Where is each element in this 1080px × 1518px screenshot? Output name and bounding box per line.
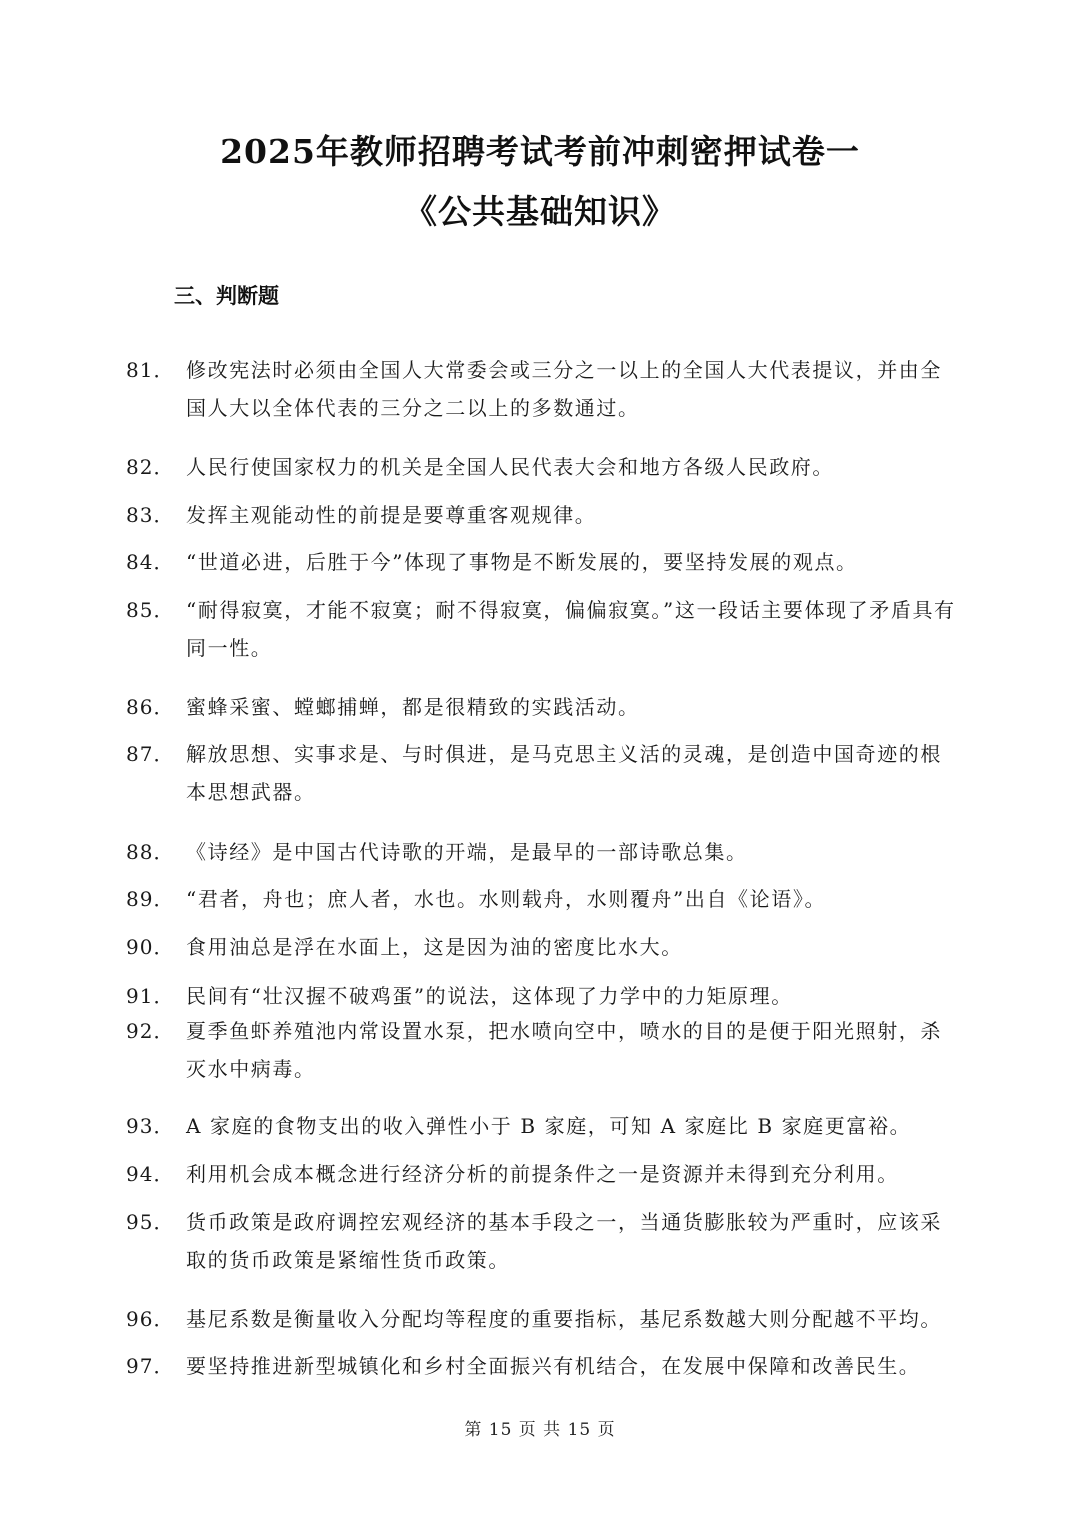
question-text: “世道必进，后胜于今”体现了事物是不断发展的，要坚持发展的观点。 — [186, 550, 858, 574]
question-number: 90． — [126, 935, 175, 959]
question-text: 夏季鱼虾养殖池内常设置水泵，把水喷向空中，喷水的目的是便于阳光照射，杀灭水中病毒。 — [186, 1019, 942, 1081]
question-number: 91． — [126, 984, 175, 1008]
question-text: A 家庭的食物支出的收入弹性小于 B 家庭，可知 A 家庭比 B 家庭更富裕。 — [186, 1114, 912, 1138]
question-number: 83． — [126, 503, 175, 527]
question-text: 《诗经》是中国古代诗歌的开端，是最早的一部诗歌总集。 — [186, 840, 748, 864]
page-title: 2025年教师招聘考试考前冲刺密押试卷一 — [220, 132, 860, 171]
question-number: 89． — [126, 887, 175, 911]
question-number: 87． — [126, 742, 175, 766]
page-number-footer: 第 15 页 共 15 页 — [464, 1420, 616, 1440]
question-text: 解放思想、实事求是、与时俱进，是马克思主义活的灵魂，是创造中国奇迹的根本思想武器。 — [186, 742, 942, 804]
page-subtitle: 《公共基础知识》 — [404, 192, 676, 231]
question-text: 食用油总是浮在水面上，这是因为油的密度比水大。 — [186, 935, 683, 959]
question-text: “君者，舟也；庶人者，水也。水则载舟，水则覆舟”出自《论语》。 — [186, 887, 827, 911]
section-heading: 三、判断题 — [174, 284, 279, 308]
question-number: 86． — [126, 695, 175, 719]
question-text: 蜜蜂采蜜、螳螂捕蝉，都是很精致的实践活动。 — [186, 695, 640, 719]
question-text: 民间有“壮汉握不破鸡蛋”的说法，这体现了力学中的力矩原理。 — [186, 984, 793, 1008]
question-text: 修改宪法时必须由全国人大常委会或三分之一以上的全国人大代表提议，并由全国人大以全体代表的三分之二以上的多数通过。 — [186, 358, 942, 420]
question-number: 82． — [126, 455, 175, 479]
question-number: 95． — [126, 1210, 175, 1234]
question-text: 人民行使国家权力的机关是全国人民代表大会和地方各级人民政府。 — [186, 455, 834, 479]
question-text: 发挥主观能动性的前提是要尊重客观规律。 — [186, 503, 597, 527]
question-text: 要坚持推进新型城镇化和乡村全面振兴有机结合，在发展中保障和改善民生。 — [186, 1354, 921, 1378]
question-number: 92． — [126, 1019, 175, 1043]
question-number: 84． — [126, 550, 175, 574]
question-number: 96． — [126, 1307, 175, 1331]
question-number: 97． — [126, 1354, 175, 1378]
question-number: 85． — [126, 598, 175, 622]
question-text: 利用机会成本概念进行经济分析的前提条件之一是资源并未得到充分利用。 — [186, 1162, 899, 1186]
question-text: 基尼系数是衡量收入分配均等程度的重要指标，基尼系数越大则分配越不平均。 — [186, 1307, 942, 1331]
question-number: 81． — [126, 358, 175, 382]
question-text: 货币政策是政府调控宏观经济的基本手段之一，当通货膨胀较为严重时，应该采取的货币政策是紧缩性货币政策。 — [186, 1210, 942, 1272]
question-text: “耐得寂寞，才能不寂寞；耐不得寂寞，偏偏寂寞。”这一段话主要体现了矛盾具有同一性。 — [186, 598, 956, 660]
question-number: 93． — [126, 1114, 175, 1138]
question-number: 88． — [126, 840, 175, 864]
question-number: 94． — [126, 1162, 175, 1186]
